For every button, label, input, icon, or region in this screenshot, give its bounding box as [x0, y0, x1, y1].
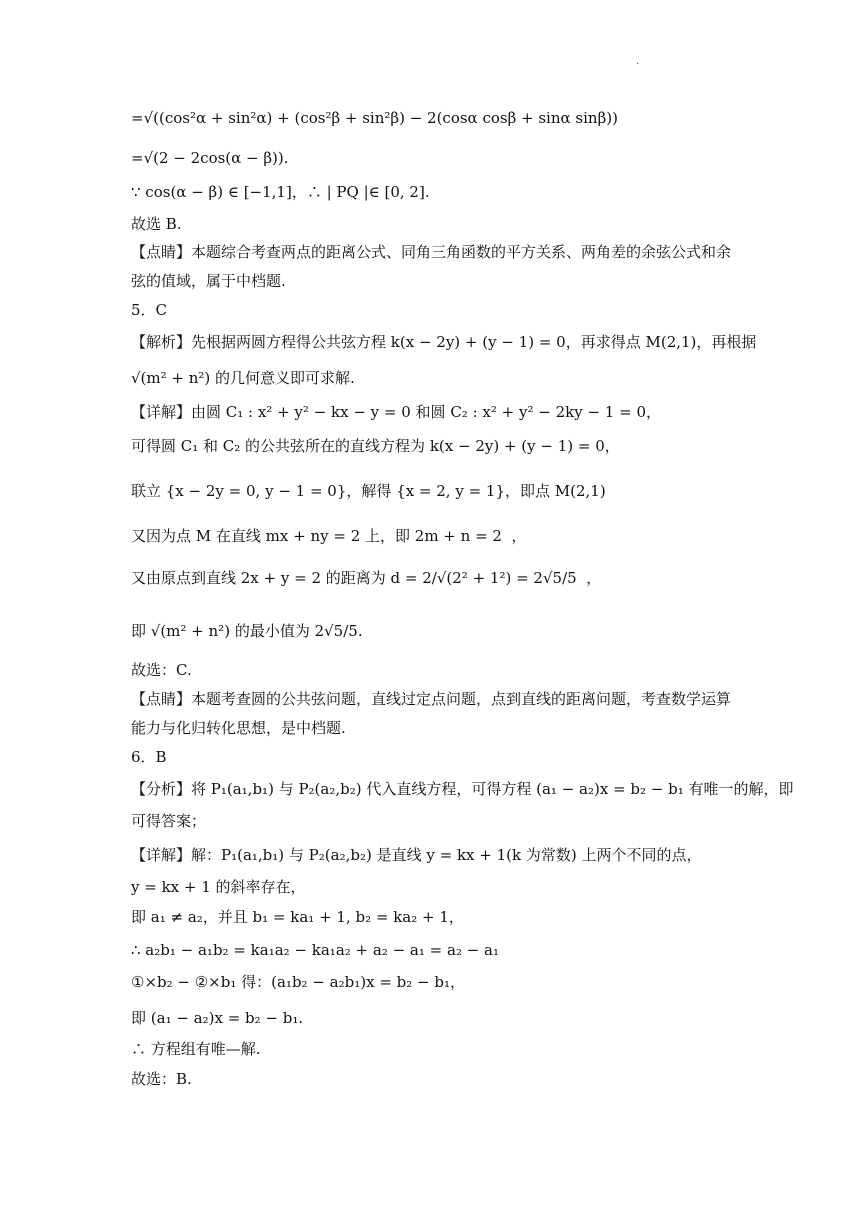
- line-23: y = kx + 1 的斜率存在，: [131, 878, 306, 896]
- line-05: 【点睛】本题综合考查两点的距离公式、同角三角函数的平方关系、两角差的余弦公式和余: [131, 243, 732, 261]
- line-01: =√((cos²α + sin²α) + (cos²β + sin²β) − 2(cosα cosβ + sinα sinβ)): [131, 109, 618, 127]
- line-26: ①×b₂ − ②×b₁ 得：(a₁b₂ − a₂b₁)x = b₂ − b₁，: [131, 973, 465, 991]
- line-08: 【解析】先根据两圆方程得公共弦方程 k(x − 2y) + (y − 1) = 0，再求得点 M(2,1)，再根据: [131, 333, 757, 351]
- line-15: 即 √(m² + n²) 的最小值为 2√5/5.: [131, 622, 363, 640]
- header-mark: .: [636, 56, 640, 67]
- line-14: 又由原点到直线 2x + y = 2 的距离为 d = 2/√(2² + 1²) = 2√5/5 ，: [131, 569, 602, 587]
- line-29: 故选：B.: [131, 1070, 192, 1088]
- line-25: ∴ a₂b₁ − a₁b₂ = ka₁a₂ − ka₁a₂ + a₂ − a₁ = a₂ − a₁: [131, 941, 500, 959]
- line-27: 即 (a₁ − a₂)x = b₂ − b₁.: [131, 1009, 304, 1027]
- line-03: ∵ cos(α − β) ∈ [−1,1]，∴ | PQ |∈ [0, 2].: [131, 183, 430, 201]
- line-12: 联立 {x − 2y = 0, y − 1 = 0}，解得 {x = 2, y = 1}，即点 M(2,1): [131, 482, 606, 500]
- line-06: 弦的值域，属于中档题.: [131, 272, 286, 290]
- line-10: 【详解】由圆 C₁ : x² + y² − kx − y = 0 和圆 C₂ : x² + y² − 2ky − 1 = 0，: [131, 403, 661, 421]
- line-20: 【分析】将 P₁(a₁,b₁) 与 P₂(a₂,b₂) 代入直线方程，可得方程 (a₁ − a₂)x = b₂ − b₁ 有唯一的解，即: [131, 780, 794, 798]
- line-13: 又因为点 M 在直线 mx + ny = 2 上，即 2m + n = 2 ，: [131, 527, 527, 545]
- line-09: √(m² + n²) 的几何意义即可求解.: [131, 369, 355, 387]
- line-07: 5．C: [131, 301, 168, 319]
- line-28: ∴ 方程组有唯—解.: [131, 1040, 261, 1058]
- line-04: 故选 B.: [131, 215, 182, 233]
- line-16: 故选：C.: [131, 661, 192, 679]
- line-17: 【点睛】本题考查圆的公共弦问题，直线过定点问题，点到直线的距离问题，考查数学运算: [131, 690, 732, 708]
- line-02: =√(2 − 2cos(α − β)).: [131, 149, 289, 167]
- line-19: 6．B: [131, 748, 167, 766]
- line-22: 【详解】解：P₁(a₁,b₁) 与 P₂(a₂,b₂) 是直线 y = kx + 1(k 为常数) 上两个不同的点，: [131, 846, 702, 864]
- line-18: 能力与化归转化思想，是中档题.: [131, 719, 346, 737]
- line-11: 可得圆 C₁ 和 C₂ 的公共弦所在的直线方程为 k(x − 2y) + (y − 1) = 0，: [131, 437, 620, 455]
- line-21: 可得答案；: [131, 812, 207, 830]
- line-24: 即 a₁ ≠ a₂，并且 b₁ = ka₁ + 1, b₂ = ka₂ + 1，: [131, 908, 464, 926]
